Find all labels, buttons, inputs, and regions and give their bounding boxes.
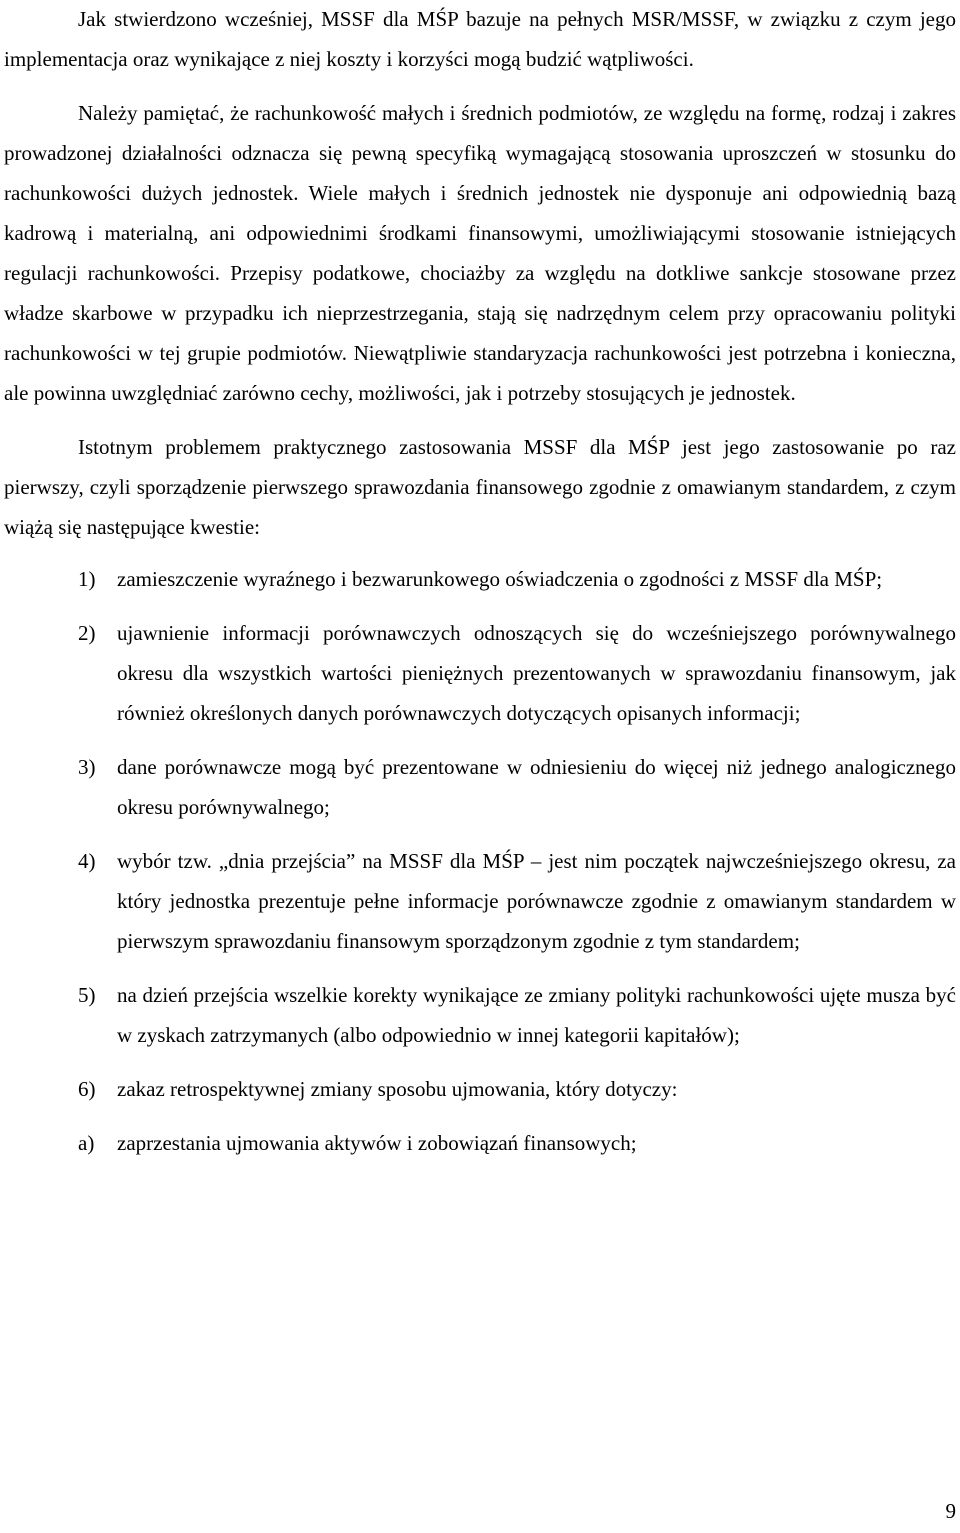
list-item bbox=[4, 841, 956, 961]
list-number: 5) bbox=[78, 983, 96, 1007]
list-text: wybór tzw. „dnia przejścia” na MSSF dla MŚP – jest nim początek najwcześniejszego okresu, za który jednostka prezentuje pełne informacje porównawcze zgodnie z omawianym standardem w pierwszym sprawozdaniu finansowym sporządzonym zgodnie z tym standardem; bbox=[117, 849, 956, 953]
page-number: 9 bbox=[945, 1499, 956, 1523]
numbered-list bbox=[4, 559, 956, 1163]
list-item bbox=[4, 559, 956, 599]
list-item bbox=[4, 1069, 956, 1109]
list-item bbox=[4, 613, 956, 733]
paragraph-2: Należy pamiętać, że rachunkowość małych i średnich podmiotów, ze względu na formę, rodzaj i zakres prowadzonej działalności odznacza się pewną specyfiką wymagającą stosowania uproszczeń w stosunku do rachunkowości dużych jednostek. Wiele małych i średnich jednostek nie dysponuje ani odpowiednią bazą kadrową i materialną, ani odpowiednimi środkami finansowymi, umożliwiającymi stosowanie istniejących regulacji rachunkowości. Przepisy podatkowe, chociażby za względu na dotkliwe sankcje stosowane przez władze skarbowe w przypadku ich nieprzestrzegania, stają się nadrzędnym celem przy opracowaniu polityki rachunkowości w tej grupie podmiotów. Niewątpliwie standaryzacja rachunkowości jest potrzebna i konieczna, ale powinna uwzględniać zarówno cechy, możliwości, jak i potrzeby stosujących je jednostek. bbox=[4, 101, 956, 405]
list-text: na dzień przejścia wszelkie korekty wynikające ze zmiany polityki rachunkowości ujęte musza być w zyskach zatrzymanych (albo odpowiednio w innej kategorii kapitałów); bbox=[117, 983, 956, 1047]
list-item bbox=[4, 747, 956, 827]
list-text: zamieszczenie wyraźnego i bezwarunkowego oświadczenia o zgodności z MSSF dla MŚP; bbox=[117, 567, 883, 591]
list-item bbox=[4, 975, 956, 1055]
paragraph-3: Istotnym problemem praktycznego zastosowania MSSF dla MŚP jest jego zastosowanie po raz pierwszy, czyli sporządzenie pierwszego sprawozdania finansowego zgodnie z omawianym standardem, z czym wiążą się następujące kwestie: bbox=[4, 435, 956, 539]
list-number: 2) bbox=[78, 621, 96, 645]
list-text: dane porównawcze mogą być prezentowane w odniesieniu do więcej niż jednego analogicznego okresu porównywalnego; bbox=[117, 755, 956, 819]
list-text: zaprzestania ujmowania aktywów i zobowiązań finansowych; bbox=[117, 1131, 637, 1155]
list-number: 4) bbox=[78, 849, 96, 873]
list-number: 6) bbox=[78, 1077, 96, 1101]
list-text: ujawnienie informacji porównawczych odnoszących się do wcześniejszego porównywalnego okresu dla wszystkich wartości pieniężnych prezentowanych w sprawozdaniu finansowym, jak również określonych danych porównawczych dotyczących opisanych informacji; bbox=[117, 621, 956, 725]
list-number: 1) bbox=[78, 567, 96, 591]
document-page bbox=[4, 0, 956, 1177]
list-text: zakaz retrospektywnej zmiany sposobu ujmowania, który dotyczy: bbox=[117, 1077, 678, 1101]
list-number: a) bbox=[78, 1131, 95, 1155]
list-number: 3) bbox=[78, 755, 96, 779]
list-item bbox=[4, 1123, 956, 1163]
paragraph-1: Jak stwierdzono wcześniej, MSSF dla MŚP bazuje na pełnych MSR/MSSF, w związku z czym jego implementacja oraz wynikające z niej koszty i korzyści mogą budzić wątpliwości. bbox=[4, 7, 956, 71]
